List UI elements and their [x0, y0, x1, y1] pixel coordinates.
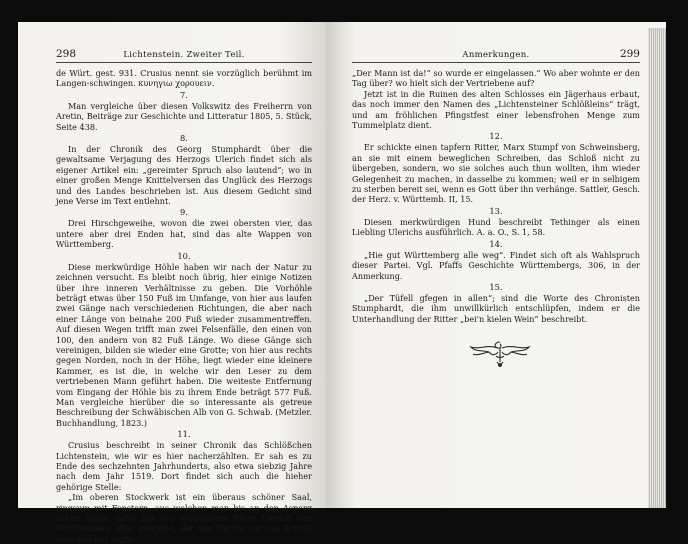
left-page — [18, 22, 326, 544]
paragraph: de Würt. gest. 931. Crusius nennt sie vorzüglich berühmt im Langen-schwingen. κυνηγιω χορουειν. — [56, 68, 312, 89]
right-running-head: Anmerkungen. — [462, 50, 530, 60]
right-page-body — [352, 68, 640, 324]
paragraph: Drei Hirschgeweihe, wovon die zwei obersten vier, das untere aber drei Enden hat, sind das alte Wappen von Württemberg. — [56, 218, 312, 250]
paragraph: Man vergleiche über diesen Volkswitz des Freiherrn von Aretin, Beiträge zur Geschichte und Litteratur 1805, 5. Stück, Seite 438. — [56, 100, 312, 132]
left-page-number: 298 — [56, 48, 77, 60]
paragraph: „Hie gut Württemberg alle weg“. Findet sich oft als Wahlspruch dieser Partei. Vgl. Pfaffs Geschichte Württembergs, 306, in der Anmerkung. — [352, 249, 640, 281]
note-number: 7. — [180, 89, 188, 100]
paragraph: Diesen merkwürdigen Hund beschreibt Tethinger als einen Liebling Ulerichs ausführlich. A. a. O., S. 1, 58. — [352, 216, 640, 238]
open-book — [18, 22, 666, 544]
note-number: 11. — [177, 429, 191, 440]
left-page-header — [56, 48, 312, 63]
tailpiece-ornament-icon — [465, 338, 535, 368]
left-page-body — [56, 68, 312, 544]
note-number: 12. — [489, 131, 503, 142]
note-number: 9. — [180, 207, 188, 218]
paragraph: Er schickte einen tapfern Ritter, Marx Stumpf von Schweinsberg, an sie mit einem beweglichen Schreiben, das Schloß nicht zu übergeben, sondern, wo sie solches auch thun wollten, ihm wieder Gelegenheit zu machen, in dasselbe zu kommen; weil er in selbigem zu sterben bereit sei, wenn es Gott über ihn verhänge. Sattler, Gesch. der Herz. v. Württemb. II, 15. — [352, 142, 640, 205]
note-number: 8. — [180, 133, 188, 144]
note-number: 13. — [489, 205, 503, 216]
paragraph: Crusius beschreibt in seiner Chronik das Schlößchen Lichtenstein, wie wir es hier nacherzählten. Er sah es zu Ende des sechzehnten Jahrhunderts, also etwa siebzig Jahre nach dem Jahr 1519. Dort findet sich auch die hieher gehörige Stelle: — [56, 440, 312, 492]
right-page-number: 299 — [619, 48, 640, 60]
note-number: 10. — [177, 250, 191, 261]
note-number: 15. — [489, 281, 503, 292]
paragraph: Diese merkwürdige Höhle haben wir nach der Natur zu zeichnen versucht. Es bleibt noch übrig, hier einige Notizen über ihre inneren Verhältnisse zu geben. Die Vorhöhle beträgt etwas über 150 Fuß im Umfange, von hier aus laufen zwei Gänge nach verschiedenen Richtungen, die aber nach einer Länge von beinahe 200 Fuß wieder zusammentreffen. Auf diesen Wegen trifft man zwei Felsenfälle, den einen von 100, den andern von 82 Fuß Länge. Wo diese Gänge sich vereinigen, bilden sie wieder eine Grotte; von hier aus rechts gegen Norden, noch in der Höhe, liegt wieder eine kleinere Kammer, es ist die, in welche wir den Leser zu dem vertriebenen Mann geführt haben. Die weiteste Entfernung vom Eingang der Höhle bis zu ihrem Ende beträgt 577 Fuß. Man vergleiche hierüber die so interessante als getreue Beschreibung der Schwäbischen Alb von G. Schwab. (Metzler. Buchhandlung, 1823.) — [56, 261, 312, 428]
paragraph: „Der Tüfell gfegen in allen“; sind die Worte des Chronisten Stumphardt, die ihm unwillkürlich entschlüpfen, indem er die Unterhandlung der Ritter „bei'n kielen Wein“ beschreibt. — [352, 292, 640, 324]
right-page — [326, 22, 666, 508]
paragraph: In der Chronik des Georg Stumphardt über die gewaltsame Verjagung des Herzogs Ulerich findet sich als eigener Artikel ein: „gereimter Spruch also lautend“; wo in einer großen Menge Knittelversen das Unglück des Herzogs und des Landes beschrieben ist. Aus diesem Gedicht sind jene Verse im Text entlehnt. — [56, 144, 312, 207]
right-page-header — [352, 48, 640, 63]
page-edges — [648, 28, 666, 508]
note-number: 14. — [489, 238, 503, 249]
left-running-head: Lichtenstein. Zweiter Teil. — [123, 50, 245, 60]
paragraph: „Der Mann ist da!“ so wurde er eingelassen.“ Wo aber wohnte er den Tag über? wo hielt sich der Vertriebene auf? — [352, 68, 640, 89]
paragraph: Jetzt ist in die Ruinen des alten Schlosses ein Jägerhaus erbaut, das noch immer den Namen des „Lichtensteiner Schlößleins“ trägt, und am fröhlichen Pfingstfest einer lebensfrohen Menge zum Tummelplatz dient. — [352, 88, 640, 131]
paragraph: „Im oberen Stockwerk ist ein überaus schöner Saal, ringsum mit Fenstern, aus welchen man bis an den Asperg sehen kann; darin hat der vertriebene Fürst Ulerich von Württemberg öfter gewohnt, der des Nachts vor das Schloß kam und nur sagte: — [56, 492, 312, 544]
